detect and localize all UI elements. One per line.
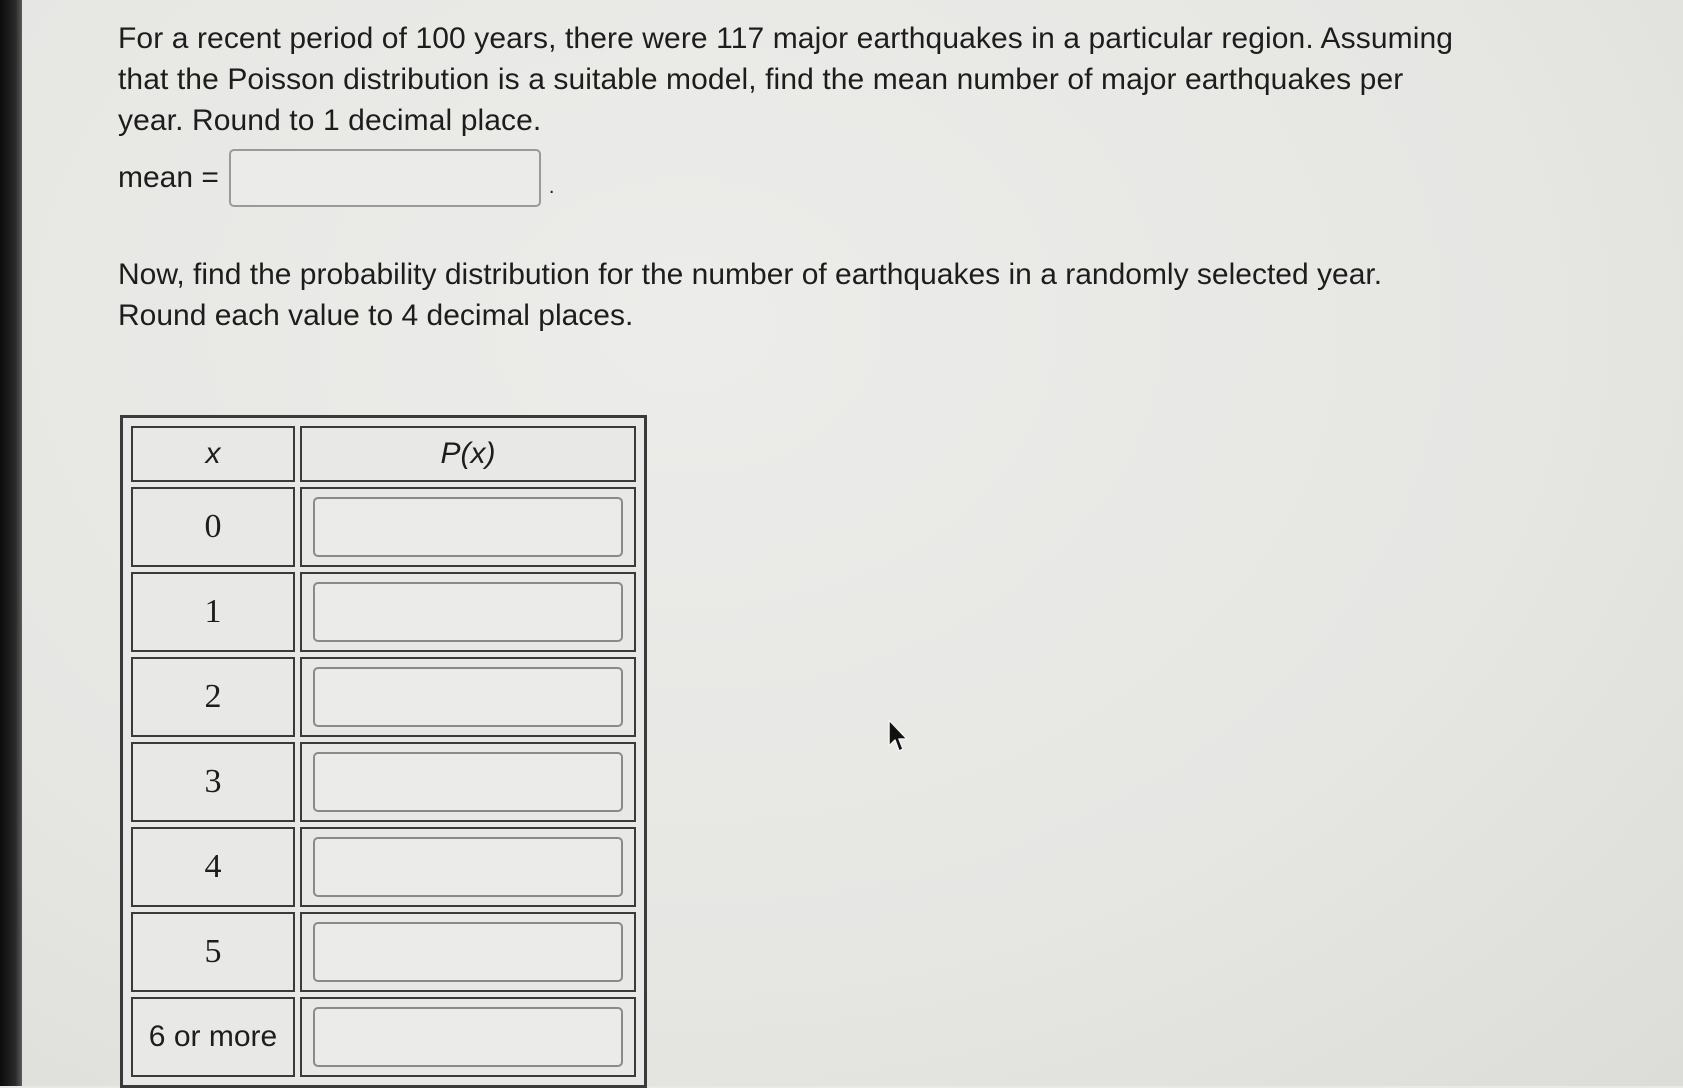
- x-value-1: 1: [131, 572, 295, 652]
- p-cell-4: [300, 827, 636, 907]
- x-value-0: 0: [131, 487, 295, 567]
- x-value-2: 2: [131, 657, 295, 737]
- table-row: [131, 572, 636, 652]
- mean-input[interactable]: [229, 149, 541, 207]
- p-cell-1: [300, 572, 636, 652]
- question-line-3: year. Round to 1 decimal place.: [118, 104, 542, 137]
- p-input-2[interactable]: [313, 667, 623, 727]
- mean-label: mean =: [118, 161, 219, 194]
- p-input-3[interactable]: [313, 752, 623, 812]
- table-row: [131, 827, 636, 907]
- p-input-5[interactable]: [313, 922, 623, 982]
- mouse-pointer-icon: [887, 718, 911, 754]
- distribution-instructions: [118, 254, 1568, 336]
- mean-period: .: [548, 175, 555, 198]
- p-cell-3: [300, 742, 636, 822]
- mean-row: [118, 146, 554, 210]
- table-row: [131, 997, 636, 1077]
- p-input-1[interactable]: [313, 582, 623, 642]
- table-row: [131, 487, 636, 567]
- monitor-bezel: [0, 0, 22, 1086]
- p-cell-2: [300, 657, 636, 737]
- p-cell-5: [300, 912, 636, 992]
- p-input-6-or-more[interactable]: [313, 1007, 623, 1067]
- header-x: x: [131, 426, 295, 482]
- p-cell-6: [300, 997, 636, 1077]
- p-cell-0: [300, 487, 636, 567]
- p-input-0[interactable]: [313, 497, 623, 557]
- x-value-6-or-more: 6 or more: [131, 997, 295, 1077]
- x-value-4: 4: [131, 827, 295, 907]
- table-row: [131, 657, 636, 737]
- x-value-5: 5: [131, 912, 295, 992]
- question-line-1: For a recent period of 100 years, there were 117 major earthquakes in a particular region. Assuming: [118, 22, 1454, 55]
- table-row: [131, 912, 636, 992]
- table-row: [131, 742, 636, 822]
- instructions-line-1: Now, find the probability distribution for the number of earthquakes in a randomly selected year.: [118, 258, 1383, 291]
- instructions-line-2: Round each value to 4 decimal places.: [118, 299, 634, 332]
- question-text: [118, 18, 1568, 141]
- question-line-2: that the Poisson distribution is a suitable model, find the mean number of major earthquakes per: [118, 63, 1404, 96]
- probability-distribution-table: [120, 415, 647, 1088]
- header-p-of-x: P(x): [300, 426, 636, 482]
- x-value-3: 3: [131, 742, 295, 822]
- table-header-row: [131, 426, 636, 482]
- p-input-4[interactable]: [313, 837, 623, 897]
